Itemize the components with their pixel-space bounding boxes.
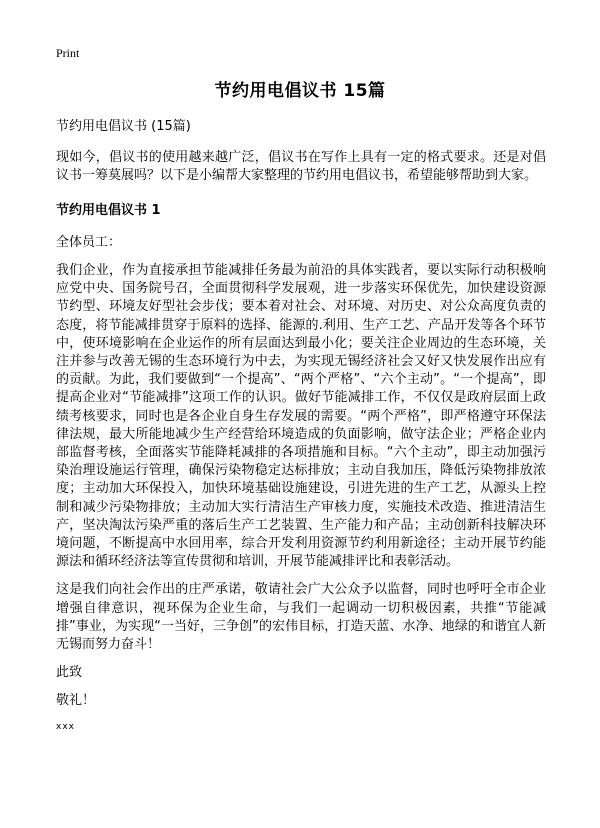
body-paragraph-1: 我们企业，作为直接承担节能减排任务最为前沿的具体实践者，要以实际行动积极响应党中央、国务院号召，全面贯彻科学发展观，进一步落实环保优先，加快建设资源节约型、环境友好型社会步伐；要本着对社会、对环境、对历史、对公众高度负责的态度，将节能减排贯穿于原料的选择、能源的.利用、生产工艺、产品开发等各个环节中，使环境影响在企业运作的所有层面达到最小化；要关注企业周边的生态环境，关注并参与改善无锡的生态环境行为中去，为实现无锡经济社会又好又快发展作出应有的贡献。为此，我们要做到“一个提高”、“两个严格”、“六个主动”。“一个提高”，即提高企业对“节能减排”这项工作的认识。做好节能减排工作，不仅仅是政府层面上政绩考核要求，同时也是各企业自身生存发展的需要。“两个严格”，即严格遵守环保法律法规，最大所能地减少生产经营给环境造成的负面影响，做守法企业；严格企业内部监督考核，全面落实节能降耗减排的各项措施和目标。“六个主动”，即主动加强污染治理设施运行管理，确保污染物稳定达标排放；主动自我加压，降低污染物排放浓度；主动加大环保投入，加快环境基础设施建设，引进先进的生产工艺，从源头上控制和减少污染物排放；主动加大实行清洁生产审核力度，实施技术改造、推进清洁生产，坚决淘汰污染严重的落后生产工艺装置、生产能力和产品；主动创新科技解决环境问题，不断提高中水回用率，综合开发利用资源节约利用新途径；主动开展节约能源法和循环经济法等宣传贯彻和培训，开展节能减排评比和表彰活动。	[56, 263, 546, 570]
salutation: 全体员工：	[56, 234, 122, 250]
signature: xxx	[56, 721, 75, 732]
closing-line-1: 此致	[56, 665, 83, 681]
print-link[interactable]: Print	[56, 46, 80, 60]
section-heading: 节约用电倡议书 1	[56, 202, 161, 218]
body-paragraph-2: 这是我们向社会作出的庄严承诺，敬请社会广大公众予以监督，同时也呼吁全市企业增强自律意识，视环保为企业生命，与我们一起调动一切积极因素，共推“节能减排”事业，为实现“一当好，三争创”的宏伟目标，打造天蓝、水净、地绿的和谐宜人新无锡而努力奋斗！	[56, 582, 546, 653]
document-body	[56, 118, 546, 733]
closing-line-2: 敬礼！	[56, 693, 96, 709]
intro-paragraph: 现如今，倡议书的使用越来越广泛，倡议书在写作上具有一定的格式要求。还是对倡议书一筹莫展吗？以下是小编帮大家整理的节约用电倡议书，希望能够帮助到大家。	[56, 150, 546, 184]
page-title: 节约用电倡议书 15篇	[214, 81, 386, 101]
document-subtitle: 节约用电倡议书 (15篇)	[56, 119, 191, 134]
